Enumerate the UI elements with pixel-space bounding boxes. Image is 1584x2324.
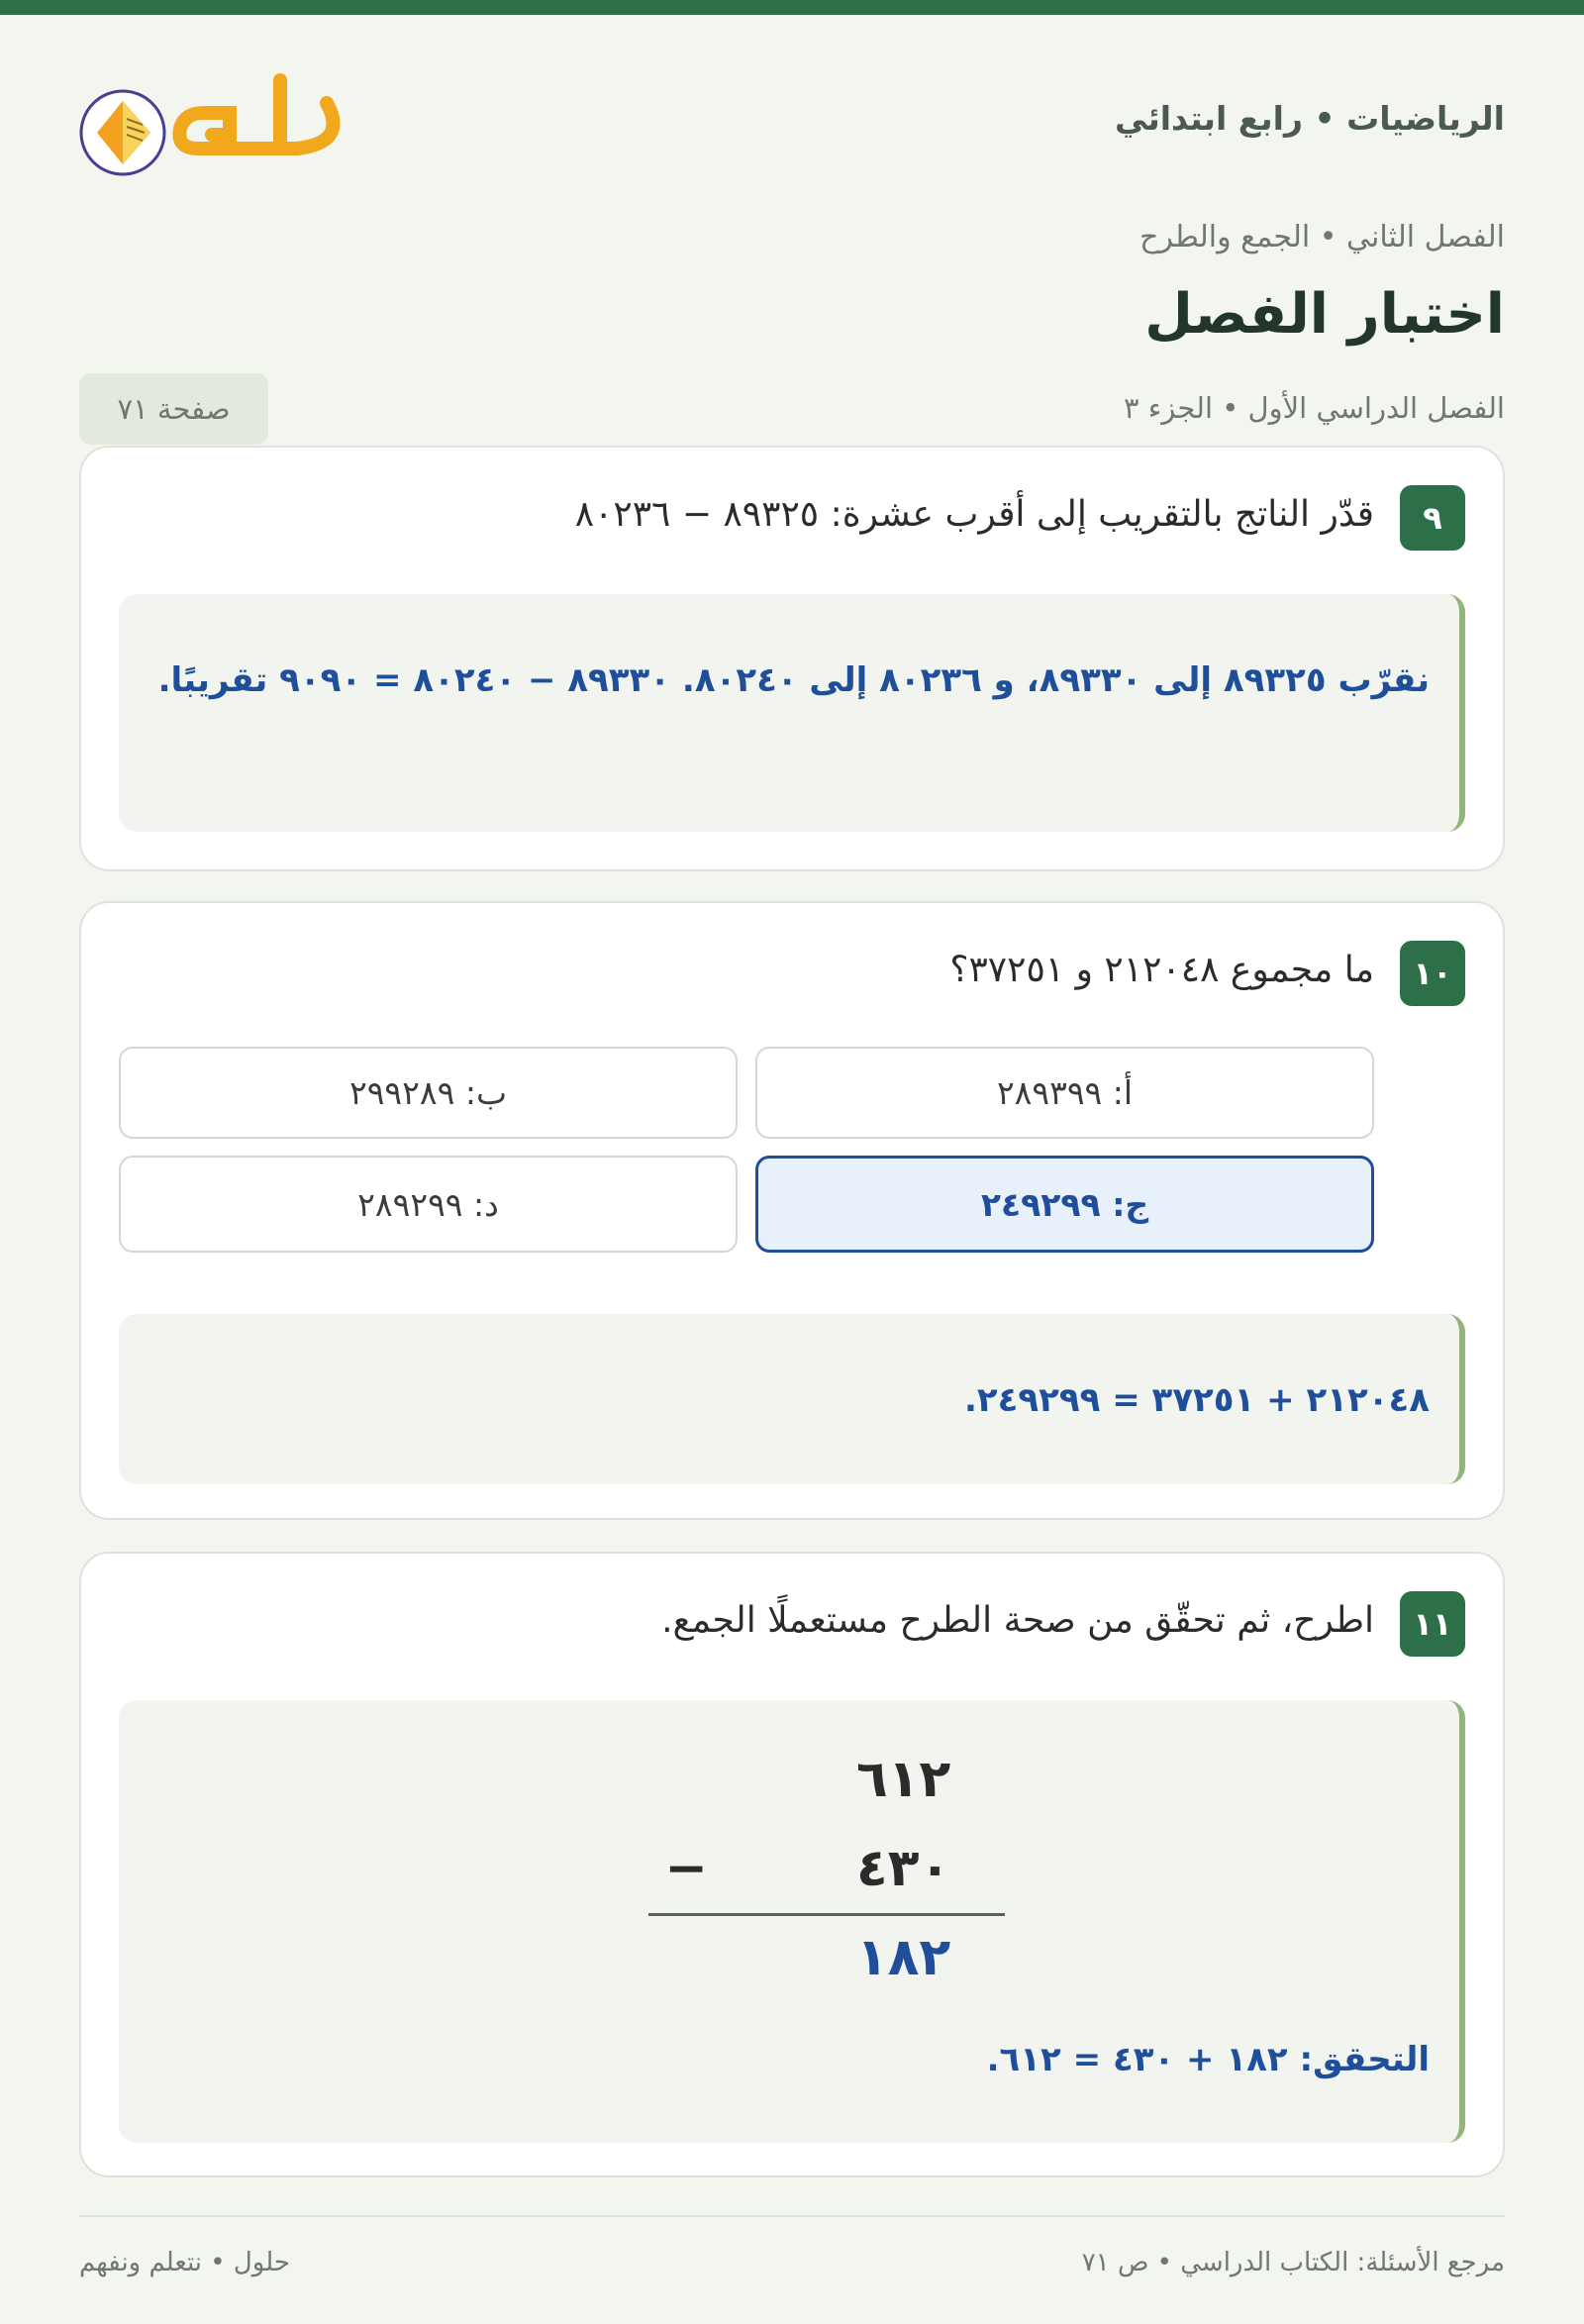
semester-line: الفصل الدراسي الأول • الجزء ٣ xyxy=(1123,391,1505,425)
question-number-badge: ١٠ xyxy=(1400,941,1465,1006)
footer-divider xyxy=(79,2215,1505,2217)
page xyxy=(79,0,1505,2324)
question-card-9 xyxy=(79,446,1505,871)
option-c-selected[interactable]: ج: ٢٤٩٢٩٩ xyxy=(755,1156,1374,1253)
footer-brand: حلول • نتعلم ونفهم xyxy=(79,2248,290,2277)
subtrahend: ٤٣٠ xyxy=(856,1839,951,1898)
subject-grade-title: الرياضيات • رابع ابتدائي xyxy=(1114,99,1505,138)
question-card-10 xyxy=(79,901,1505,1520)
page-title: اختبار الفصل xyxy=(1144,282,1505,347)
minuend: ٦١٢ xyxy=(856,1750,951,1809)
question-number-badge: ٩ xyxy=(1400,485,1465,551)
chapter-line: الفصل الثاني • الجمع والطرح xyxy=(1139,220,1505,254)
answer-box xyxy=(119,594,1465,832)
verification-text: التحقق: ١٨٢ + ٤٣٠ = ٦١٢. xyxy=(986,2040,1430,2079)
page-number-badge: صفحة ٧١ xyxy=(79,373,268,445)
answer-text: ٢١٢٠٤٨ + ٣٧٢٥١ = ٢٤٩٢٩٩. xyxy=(963,1380,1430,1420)
hulul-logo[interactable] xyxy=(79,63,351,182)
question-text: اطرح، ثم تحقّق من صحة الطرح مستعملًا الجمع. xyxy=(661,1600,1374,1641)
subtraction-work-box xyxy=(119,1700,1465,2143)
answer-box xyxy=(119,1314,1465,1484)
difference-result: ١٨٢ xyxy=(856,1928,951,1987)
question-text: قدّر الناتج بالتقريب إلى أقرب عشرة: ٨٩٣٢٥ − ٨٠٢٣٦ xyxy=(574,494,1374,535)
answer-text: نقرّب ٨٩٣٢٥ إلى ٨٩٣٣٠، و ٨٠٢٣٦ إلى ٨٠٢٤٠. ٨٩٣٣٠ − ٨٠٢٤٠ = ٩٠٩٠ تقريبًا. xyxy=(157,660,1430,700)
minus-sign: − xyxy=(664,1839,708,1898)
option-a[interactable]: أ: ٢٨٩٣٩٩ xyxy=(755,1047,1374,1139)
option-d[interactable]: د: ٢٨٩٢٩٩ xyxy=(119,1156,738,1253)
page-header xyxy=(79,59,1505,183)
option-b[interactable]: ب: ٢٩٩٢٨٩ xyxy=(119,1047,738,1139)
question-number-badge: ١١ xyxy=(1400,1591,1465,1657)
question-card-11 xyxy=(79,1552,1505,2177)
question-text: ما مجموع ٢١٢٠٤٨ و ٣٧٢٥١؟ xyxy=(949,950,1374,990)
sum-line xyxy=(648,1913,1005,1916)
footer-reference: مرجع الأسئلة: الكتاب الدراسي • ص ٧١ xyxy=(1081,2248,1505,2277)
